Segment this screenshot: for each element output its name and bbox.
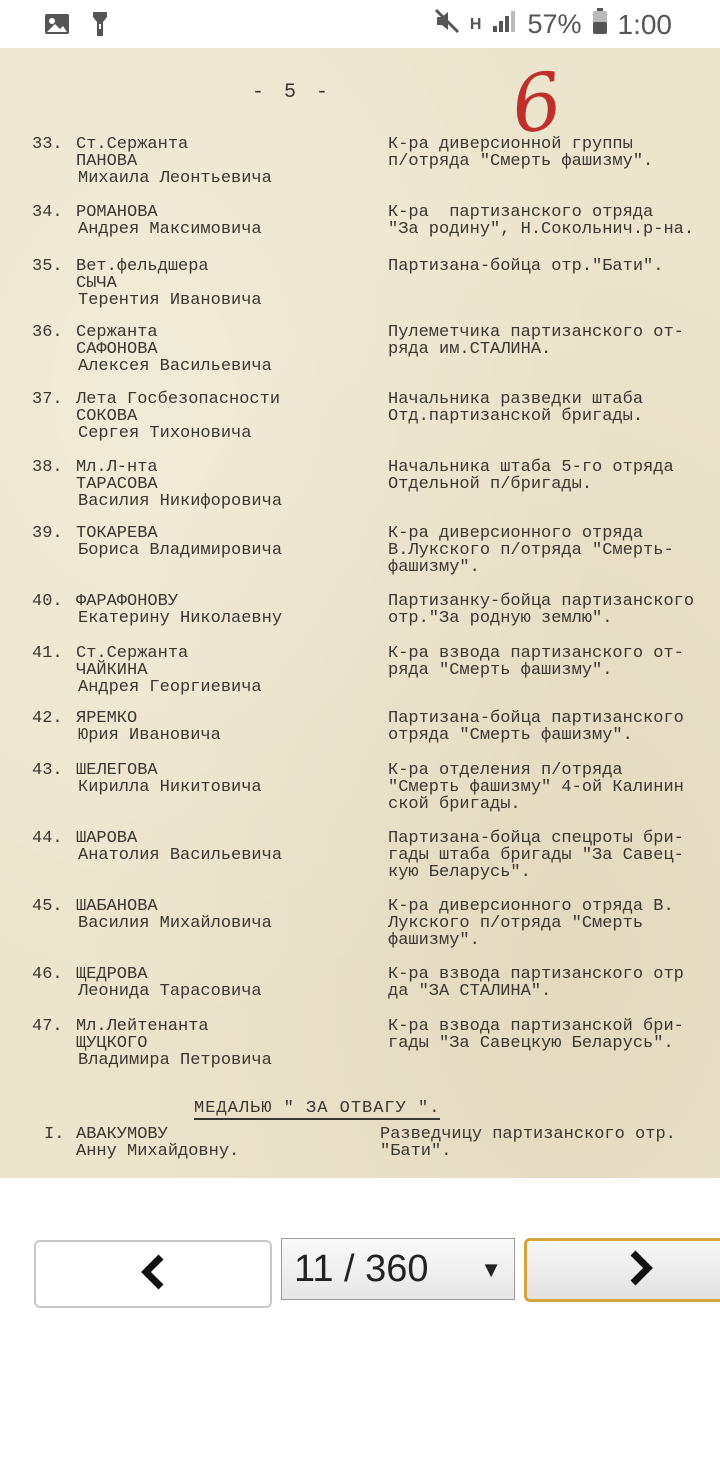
entry-number: 43. [32, 761, 63, 780]
entry-person-line: Мл.Л-нта [76, 458, 158, 477]
entry-role-line: фашизму". [388, 558, 480, 577]
entry-role-line: К-ра взвода партизанского отр [388, 965, 684, 984]
entry-person-line: Сержанта [76, 323, 158, 342]
entry-person-line: Терентия Ивановича [78, 291, 262, 310]
entry-person-line: ШЕЛЕГОВА [76, 761, 158, 780]
entry-role [388, 459, 720, 493]
entry-number: 35. [32, 257, 63, 276]
gallery-icon [44, 12, 70, 41]
entry-number: 47. [32, 1017, 63, 1036]
entry-person-line: Леонида Тарасовича [78, 982, 262, 1001]
entry-role-line: Лукского п/отряда "Смерть [388, 914, 644, 933]
entry-role-line: отр."За родную землю". [388, 609, 613, 628]
entry-person-line: ТАРАСОВА [76, 475, 158, 494]
entry-person-line: ШАРОВА [76, 829, 138, 848]
entry-person-line: Андрея Георгиевича [78, 678, 262, 697]
previous-page-button[interactable] [34, 1240, 272, 1308]
entry-person-line: Кирилла Никитовича [78, 778, 262, 797]
entry-role-line: "За родину", Н.Сокольнич.р-на. [388, 220, 695, 239]
entry-person [76, 830, 376, 864]
entry-number: 46. [32, 965, 63, 984]
entry-role-line: Начальника разведки штаба [388, 390, 644, 409]
mute-icon [434, 8, 460, 41]
entry-person [76, 645, 376, 696]
entry-role-line: "Бати". [380, 1142, 452, 1161]
entry-person-line: ЧАЙКИНА [76, 661, 148, 680]
entry-role [388, 1018, 720, 1052]
entry-number: 33. [32, 135, 63, 154]
chevron-right-icon [627, 1250, 655, 1291]
document-page-number: - 5 - [252, 81, 333, 104]
entry-role-line: гады "За Савецкую Беларусь". [388, 1034, 674, 1053]
entry-role-line: кую Беларусь". [388, 863, 531, 882]
entry-role-line: К-ра взвода партизанской бри- [388, 1017, 684, 1036]
handwritten-page-number: 6 [505, 55, 568, 153]
entry-person-line: Ст.Сержанта [76, 135, 189, 154]
entry-role-line: Пулеметчика партизанского от- [388, 323, 684, 342]
entry-number: 45. [32, 897, 63, 916]
entry-person [76, 204, 376, 238]
entry-person-line: Алексея Васильевича [78, 357, 272, 376]
entry-person-line: Анатолия Васильевича [78, 846, 283, 865]
entry-role-line: Начальника штаба 5-го отряда [388, 458, 674, 477]
entry-person-line: ЩУЦКОГО [76, 1034, 148, 1053]
entry-person-line: СЫЧА [76, 274, 117, 293]
entry-person-line: ЯРЕМКО [76, 709, 138, 728]
entry-role [388, 593, 720, 627]
entry-person-line: ЩЕДРОВА [76, 965, 148, 984]
battery-percent: 57% [527, 9, 582, 39]
clock: 1:00 [617, 8, 672, 40]
entry-role [388, 324, 720, 358]
entry-person-line: Вет.фельдшера [76, 257, 209, 276]
entry-person [76, 710, 376, 744]
entry-role-line: ряда им.СТАЛИНА. [388, 340, 552, 359]
entry-role [388, 710, 720, 744]
entry-person-line: Юрия Ивановича [78, 726, 221, 745]
entry-person [76, 525, 376, 559]
entry-role-line: К-ра отделения п/отряда [388, 761, 623, 780]
entry-person-line: Ст.Сержанта [76, 644, 189, 663]
entry-person-line: Михаила Леонтьевича [78, 169, 272, 188]
entry-role [388, 645, 720, 679]
battery-icon [592, 7, 608, 42]
entry-person-line: Василия Никифоровича [78, 492, 283, 511]
entry-person [76, 966, 376, 1000]
entry-number: 38. [32, 458, 63, 477]
entry-person-line: Андрея Максимовича [78, 220, 262, 239]
entry-person [76, 1126, 376, 1160]
entry-person-line: Сергея Тихоновича [78, 424, 252, 443]
signal-icon [491, 8, 517, 41]
entry-person-line: ФАРАФОНОВУ [76, 592, 179, 611]
entry-person-line: АВАКУМОВУ [76, 1125, 168, 1144]
entry-person-line: Мл.Лейтенанта [76, 1017, 209, 1036]
entry-role-line: фашизму". [388, 931, 480, 950]
entry-person [76, 459, 376, 510]
entry-person [76, 136, 376, 187]
entry-role [388, 136, 720, 170]
entry-role [388, 204, 720, 238]
pager [0, 1180, 720, 1480]
entry-role-line: отряда "Смерть фашизму". [388, 726, 633, 745]
entry-person [76, 762, 376, 796]
entry-person-line: САФОНОВА [76, 340, 158, 359]
entry-number: I. [44, 1125, 65, 1144]
entry-role-line: Партизана-бойца отр."Бати". [388, 257, 664, 276]
entry-role-line: В.Лукского п/отряда "Смерть- [388, 541, 674, 560]
entry-number: 34. [32, 203, 63, 222]
entry-person-line: ШАБАНОВА [76, 897, 158, 916]
entry-number: 37. [32, 390, 63, 409]
entry-role [388, 966, 720, 1000]
entry-role-line: ской бригады. [388, 795, 521, 814]
entry-role [388, 898, 720, 949]
entry-role-line: К-ра диверсионного отряда [388, 524, 644, 543]
entry-role-line: п/отряда "Смерть фашизму". [388, 152, 654, 171]
entry-role-line: Партизанку-бойца партизанского [388, 592, 695, 611]
entry-number: 40. [32, 592, 63, 611]
section-title: МЕДАЛЬЮ " ЗА ОТВАГУ ". [194, 1099, 441, 1118]
page-indicator: 11 / 360 [294, 1247, 429, 1290]
entry-role-line: ряда "Смерть фашизму". [388, 661, 613, 680]
entry-person [76, 593, 376, 627]
entry-person-line: РОМАНОВА [76, 203, 158, 222]
entry-person [76, 324, 376, 375]
entry-role-line: К-ра диверсионной группы [388, 135, 633, 154]
entry-role [388, 762, 720, 813]
entry-role [388, 525, 720, 576]
chevron-left-icon [139, 1254, 167, 1295]
entry-role-line: "Смерть фашизму" 4-ой Калинин [388, 778, 684, 797]
entry-role-line: да "ЗА СТАЛИНА". [388, 982, 552, 1001]
dropdown-arrow-icon: ▼ [480, 1257, 502, 1282]
page-select[interactable] [281, 1238, 515, 1300]
entry-role-line: Отд.партизанской бригады. [388, 407, 644, 426]
entry-role [388, 258, 720, 275]
entry-person [76, 898, 376, 932]
entry-role [388, 391, 720, 425]
entry-role-line: К-ра диверсионного отряда В. [388, 897, 674, 916]
entry-role [388, 830, 720, 881]
entry-person [76, 391, 376, 442]
entry-number: 39. [32, 524, 63, 543]
entry-number: 44. [32, 829, 63, 848]
entry-role-line: Отдельной п/бригады. [388, 475, 593, 494]
entry-person-line: Владимира Петровича [78, 1051, 272, 1070]
network-type-icon: H [469, 15, 482, 33]
entry-role-line: Разведчицу партизанского отр. [380, 1125, 676, 1144]
entry-number: 36. [32, 323, 63, 342]
entry-person-line: Василия Михайловича [78, 914, 272, 933]
entry-role-line: К-ра партизанского отряда [388, 203, 654, 222]
entry-person-line: ТОКАРЕВА [76, 524, 158, 543]
entry-person-line: Екатерину Николаевну [78, 609, 283, 628]
entry-person-line: Лета Госбезопасности [76, 390, 281, 409]
entry-person-line: ПАНОВА [76, 152, 138, 171]
entry-role [380, 1126, 720, 1160]
next-page-button[interactable] [524, 1238, 720, 1302]
document-scan [0, 48, 720, 1178]
status-bar [0, 0, 720, 48]
entry-person [76, 1018, 376, 1069]
entry-role-line: гады штаба бригады "За Савец- [388, 846, 684, 865]
entry-person-line: Анну Михайдовну. [76, 1142, 240, 1161]
entry-number: 41. [32, 644, 63, 663]
entry-number: 42. [32, 709, 63, 728]
entry-role-line: Партизана-бойца спецроты бри- [388, 829, 684, 848]
entry-role-line: Партизана-бойца партизанского [388, 709, 684, 728]
entry-person-line: Бориса Владимировича [78, 541, 283, 560]
entry-person-line: СОКОВА [76, 407, 138, 426]
entry-person [76, 258, 376, 309]
entry-role-line: К-ра взвода партизанского от- [388, 644, 684, 663]
flashlight-icon [90, 10, 110, 43]
